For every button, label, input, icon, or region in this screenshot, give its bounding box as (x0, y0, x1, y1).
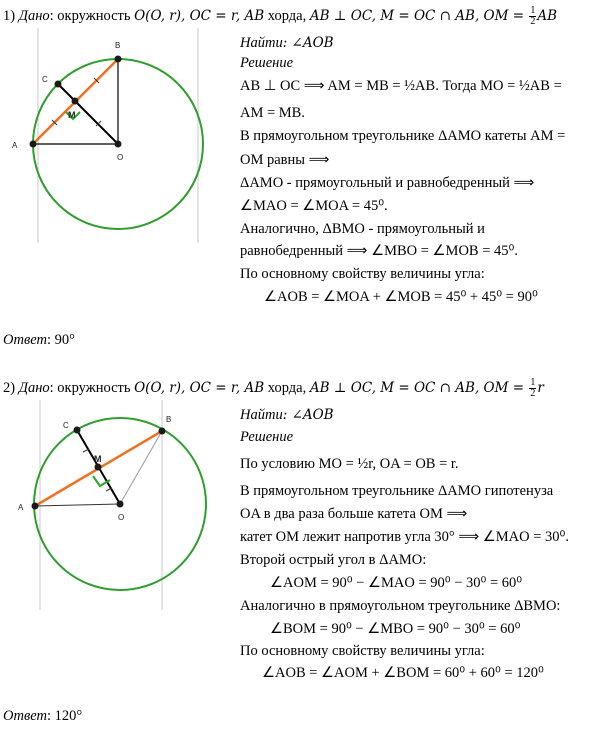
p1-solution-label: Решение (240, 55, 294, 71)
p2-diagram (0, 400, 235, 635)
p2-given (3, 378, 544, 399)
p2-line-5: ∠AOM = 90⁰ − ∠MAO = 90⁰ − 30⁰ = 60⁰ (270, 575, 523, 591)
p2-line-4: Второй острый угол в ΔAMO: (240, 552, 427, 568)
p2-frac-den: 2 (530, 388, 536, 399)
p1-line-0: AB ⊥ OC ⟹ AM = MB = ½AB. Тогда MO = ½AB = (240, 78, 562, 94)
p1-line-8: По основному свойству величины угла: (240, 266, 485, 282)
p2-answer-value: : 120° (46, 708, 83, 724)
p1-line-5: ∠MAO = ∠MOA = 45⁰. (240, 198, 388, 214)
p1-label-a: A (12, 141, 18, 150)
p2-label-o: O (118, 513, 125, 522)
p1-find-math: : ∠AOB (282, 35, 334, 51)
p1-point-b (115, 56, 122, 63)
p2-line-9: ∠AOB = ∠AOM + ∠BOM = 60⁰ + 60⁰ = 120⁰ (262, 665, 544, 681)
p1-answer-label: Ответ (3, 332, 47, 348)
p1-fraction (529, 6, 536, 27)
p2-frac-num: 1 (530, 377, 536, 388)
p2-answer-label: Ответ (3, 708, 47, 724)
p2-segment-ao (35, 504, 120, 506)
p2-point-m (95, 464, 102, 471)
p2-given-label: Дано (18, 379, 50, 396)
p1-point-o (115, 141, 122, 148)
p1-given-text2: хорда, (264, 7, 310, 24)
p1-frac-num: 1 (530, 5, 536, 16)
p2-line-1: В прямоугольном треугольнике ΔAMO гипотенуза (240, 483, 554, 499)
p2-point-o (117, 501, 124, 508)
p1-line-9: ∠AOB = ∠MOA + ∠MOB = 45⁰ + 45⁰ = 90⁰ (264, 289, 538, 305)
p1-label-c: C (42, 75, 48, 84)
p1-answer (3, 331, 75, 349)
p1-line-4: ΔAMO - прямоугольный и равнобедренный ⟹ (240, 175, 535, 191)
p2-given-text: : окружность (49, 379, 135, 396)
p1-line-2: В прямоугольном треугольнике ΔAMO катеты AM = (240, 128, 566, 144)
p1-label-o: O (117, 153, 124, 162)
p2-line-0: По условию MO = ½r, OA = OB = r. (240, 456, 459, 472)
p1-given-math1: O(O, r), OC = r, AB (134, 7, 265, 24)
p1-find-label: Найти (240, 35, 283, 51)
p2-line-3: катет OM лежит напротив угла 30° ⟹ ∠MAO = 30⁰. (240, 529, 569, 545)
p1-label-m: M (68, 110, 76, 120)
p2-given-math1: O(O, r), OC = r, AB (134, 379, 265, 396)
p2-point-a (32, 503, 39, 510)
p2-given-text2: хорда, (264, 379, 310, 396)
p2-find (240, 406, 334, 424)
p2-label-a: A (18, 503, 24, 512)
p2-given-math3: r (537, 379, 544, 396)
p1-given-label: Дано (18, 7, 50, 24)
p2-solution-label: Решение (240, 429, 294, 445)
p1-diagram (0, 28, 235, 278)
p1-given-math3: AB (537, 7, 557, 24)
p2-line-6: Аналогично в прямоугольном треугольнике ΔBMO: (240, 598, 561, 614)
p2-label-b: B (166, 415, 172, 424)
p1-line-3: OM равны ⟹ (240, 152, 330, 168)
p2-number: 2) (3, 379, 19, 396)
p1-answer-value: : 90° (46, 332, 75, 348)
p2-point-b (159, 428, 166, 435)
p1-line-1: AM = MB. (240, 105, 305, 121)
p1-point-m (72, 98, 79, 105)
p2-line-2: OA в два раза больше катета OM ⟹ (240, 506, 468, 522)
p1-find (240, 34, 334, 52)
p1-line-6: Аналогично, ΔBMO - прямоугольный и (240, 221, 485, 237)
p1-point-a (30, 141, 37, 148)
p2-find-label: Найти (240, 407, 283, 423)
p2-label-m: M (94, 454, 102, 464)
p1-line-7: равнобедренный ⟹ ∠MBO = ∠MOB = 45⁰. (240, 243, 518, 259)
p2-answer (3, 707, 82, 725)
p1-given-text: : окружность (49, 7, 135, 24)
p1-number: 1) (3, 7, 19, 24)
p2-right-angle-mark (93, 476, 110, 486)
p2-given-math2: AB ⊥ OC, M = OC ∩ AB, OM = (309, 379, 529, 396)
p2-label-c: C (63, 421, 69, 430)
p1-point-c (55, 81, 62, 88)
p2-line-8: По основному свойству величины угла: (240, 643, 485, 659)
p1-frac-den: 2 (530, 16, 536, 27)
p2-line-7: ∠BOM = 90⁰ − ∠MBO = 90⁰ − 30⁰ = 60⁰ (270, 621, 521, 637)
p1-given-math2: AB ⊥ OC, M = OC ∩ AB, OM = (309, 7, 529, 24)
p1-label-b: B (115, 41, 121, 50)
p2-find-math: : ∠AOB (282, 407, 334, 423)
p2-fraction (529, 378, 536, 399)
p1-given (3, 6, 557, 27)
p2-point-c (74, 427, 81, 434)
